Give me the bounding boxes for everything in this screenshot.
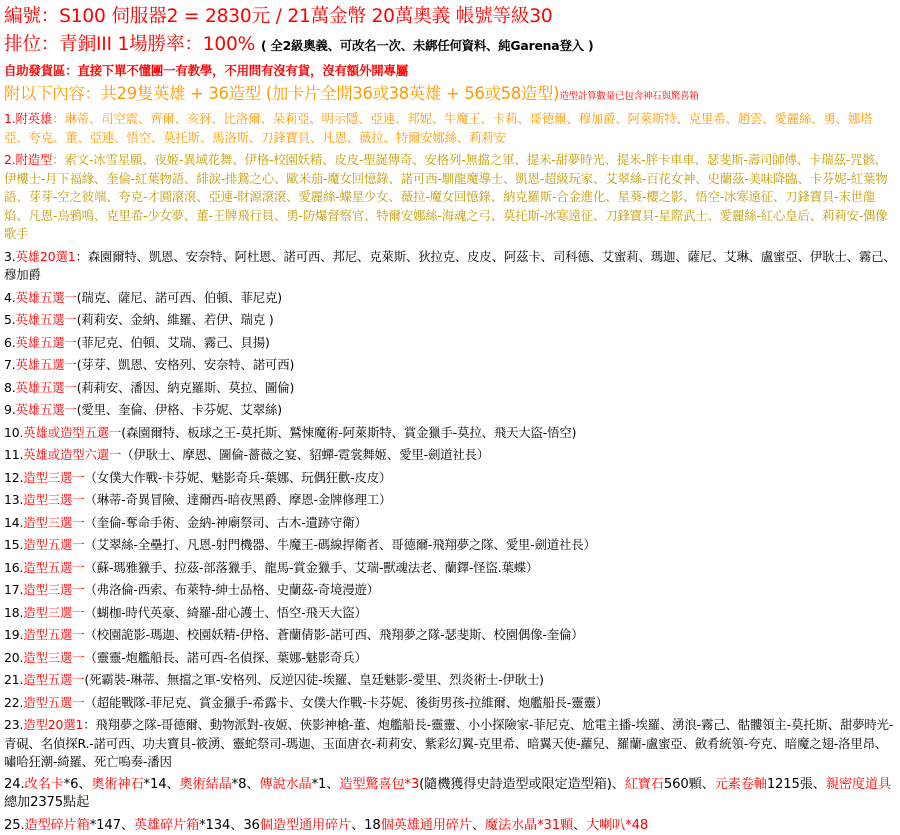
arcana-stone-qty: *14、 (144, 777, 180, 792)
item-text: （蝴枷-時代英豪、綺羅-甜心護士、悟空-飛天大盜） (84, 605, 366, 620)
item-number: 6. (4, 335, 16, 350)
item-text: (死霸裝-琳蒂、無擋之軍-安格列、反逆囚徒-埃羅、皇廷魅影-愛里、烈炎術士-伊耿士) (84, 672, 543, 687)
skin-fragment-box-label: 造型碎片箱 (25, 818, 90, 833)
list-item (4, 151, 896, 244)
separator: 、 (472, 818, 485, 833)
item-number: 4. (4, 290, 16, 305)
skin-fragment-box-qty: *147、 (90, 818, 134, 833)
list-item (4, 334, 896, 353)
item-text: (愛里、奎倫、伊格、卡芬妮、艾翠絲) (77, 402, 282, 417)
item-number: 16. (4, 560, 23, 575)
list-item (4, 581, 896, 600)
rename-card-label: 改名卡 (25, 777, 64, 792)
arcana-stone-label: 奧術神石 (91, 777, 143, 792)
item-text: （琳蒂-奇異冒險、達爾西-暗夜黑爵、摩恩-金牌修理工） (84, 492, 391, 507)
ruby-label: 紅寶石 (625, 777, 664, 792)
element-scroll-qty: 1215張、 (767, 777, 826, 792)
surprise-note: (隨機獲得史詩造型或限定造型箱)、 (419, 777, 625, 792)
item-number: 5. (4, 312, 16, 327)
list-item (4, 694, 896, 713)
item-number: 8. (4, 380, 16, 395)
list-item (4, 248, 896, 285)
item-number: 24. (4, 777, 25, 792)
item-text: （超能戰隊-菲尼克、賞金獵手-希露卡、女僕大作戰-卡芬妮、後街男孩-拉維爾、炮艦船長-靈靈） (84, 695, 607, 710)
item-number: 2. (4, 152, 16, 167)
list-item (4, 716, 896, 772)
item-text: (芽芽、凱恩、安格列、安奈特、諾可西) (77, 357, 294, 372)
item-label: 造型五選一 (23, 672, 84, 687)
item-text: (瑞克、薩尼、諾可西、伯頓、菲尼克) (77, 290, 282, 305)
item-label: 造型三選一 (23, 492, 84, 507)
arcana-crystal-qty: *8、 (232, 777, 260, 792)
item-number: 14. (4, 515, 23, 530)
item-text: （伊耿士、摩恩、圖倫-薔薇之宴、貂蟬-霓裳舞姬、愛里-劍道社長） (121, 447, 489, 462)
rank-line (4, 32, 896, 59)
item-number: 17. (4, 582, 23, 597)
arcana-crystal-label: 奧術結晶 (180, 777, 232, 792)
skin-surprise-qty: *3 (404, 777, 419, 792)
rank-winrate: 排位：青銅III 1場勝率：100% (4, 34, 255, 55)
item-label: 英雄五選一 (16, 380, 77, 395)
item-text: （校園詭影-瑪迦、校園妖精-伊格、蒼蘭倩影-諾可西、飛翔夢之隊-瑟斐斯、校園偶像-奎倫） (84, 627, 583, 642)
item-number: 11. (4, 447, 23, 462)
intimacy-item-label: 親密度道具 (826, 777, 891, 792)
item-label: 造型五選一 (23, 627, 84, 642)
item-number: 21. (4, 672, 23, 687)
item-text: (森園爾特、板球之王-莫托斯、鷲悚魔術-阿萊斯特、賞金獵手-莫拉、飛天大盜-悟空) (121, 425, 576, 440)
hero-shard-count: 18 (364, 818, 380, 833)
item-number: 18. (4, 605, 23, 620)
item-text: （靈靈-炮艦船長、諾可西-名偵探、葉娜-魅影奇兵） (84, 650, 366, 665)
item-label: 造型五選一 (23, 695, 84, 710)
list-item (4, 536, 896, 555)
item-text: (菲尼克、伯頓、艾瑞、霧己、貝揚) (77, 335, 270, 350)
item-label: 附造型 (16, 152, 53, 167)
item-number: 9. (4, 402, 16, 417)
separator: 、 (351, 818, 364, 833)
list-item (4, 514, 896, 533)
list-item (4, 110, 896, 147)
contents-summary-main: 附以下內容：共29隻英雄 + 36造型 (加卡片全開36或38英雄 + 56或58造型) (4, 84, 559, 103)
magic-crystal-label: 魔法水晶 (485, 818, 537, 833)
list-item (4, 401, 896, 420)
megaphone-label: 大喇叭 (586, 818, 625, 833)
item-text: (莉莉安、金納、維羅、若伊、瑞克 ) (77, 312, 274, 327)
item-label: 英雄或造型六選一 (23, 447, 121, 462)
item-label: 造型三選一 (23, 650, 84, 665)
list-item (4, 356, 896, 375)
skin-surprise-label: 造型驚喜包 (339, 777, 404, 792)
item-number: 3. (4, 249, 16, 264)
item-label: 英雄五選一 (16, 357, 77, 372)
legend-crystal-label: 傳說水晶 (259, 777, 311, 792)
item-number: 7. (4, 357, 16, 372)
item-number: 25. (4, 818, 25, 833)
item-label: 造型三選一 (23, 515, 84, 530)
hero-shard-label: 個英雄通用碎片 (381, 818, 472, 833)
list-item (4, 559, 896, 578)
list-item-fragments (4, 817, 896, 835)
item-text: （蘇-瑪雅獵手、拉茲-部落獵手、龍馬-賞金獵手、艾瑞-獸魂法老、蘭鐸-怪盜.葉蝶） (84, 560, 538, 575)
item-label: 英雄五選一 (16, 402, 77, 417)
item-number: 12. (4, 470, 23, 485)
list-item (4, 379, 896, 398)
item-number: 23. (4, 717, 23, 732)
list-item (4, 289, 896, 308)
skin-shard-count: 36 (243, 818, 259, 833)
list-item (4, 491, 896, 510)
list-item (4, 446, 896, 465)
item-number: 15. (4, 537, 23, 552)
list-item (4, 626, 896, 645)
list-item (4, 604, 896, 623)
item-text: ：索文-冰雪星願、夜姬-異域花舞、伊格-校園妖精、皮皮-聖誕傳奇、安格列-無擋之軍、提米-甜夢時光、提米-胖卡車車、瑟斐斯-壽司師傅、卡瑞茲-咒骸、伊樓士-月下福緣、奎倫-紅葉物語、緋淚-排鴛之心、歐米茄-魔女回憶錄、諾可西-馴龍魔導士、凱恩-超級玩家、艾翠絲-百花女神、史蘭茲-美味降臨、卡芬妮-紅葉物語、芽芽-空之彼端、夸克-才圓滾滾、亞連-財源滾滾、愛麗絲-蝶星少女、薇拉-魔女回憶錄、納克羅斯-合金進化、星葵-櫻之影、悟空-冰寒遠征、刀鋒寶貝-末世龍焰、凡恩-烏鴉鳴、克里希-少女夢、董-王牌飛行員、勇-防爆督察官、特爾安娜絲-海魂之弓、莫托斯-冰寒遠征、刀鋒寶貝-星際武士、愛麗絲-紅心皇后、莉莉安-偶像歌手 (4, 152, 888, 241)
element-scroll-label: 元素卷軸 (715, 777, 767, 792)
list-item (4, 649, 896, 668)
megaphone-qty: *48 (625, 818, 648, 833)
contents-summary-note: 造型計算數量已包含神石與驚喜箱 (559, 91, 698, 102)
list-item (4, 311, 896, 330)
item-label: 造型三選一 (23, 605, 84, 620)
ruby-qty: 560顆、 (664, 777, 715, 792)
item-label: 英雄五選一 (16, 335, 77, 350)
item-label: 造型三選一 (23, 470, 84, 485)
item-number: 20. (4, 650, 23, 665)
item-text: （奎倫-奪命手術、金納-神廟祭司、古木-遺跡守衛） (84, 515, 366, 530)
item-number: 19. (4, 627, 23, 642)
magic-crystal-qty: *31顆 (537, 818, 573, 833)
item-text: ：琳蒂、司空震、齊爾、亥犽、比洛爾、朵莉亞、明示隱、亞連、邦妮、牛魔王、卡莉、哥德爾、穆加爵、阿萊斯特、克里希、趙雲、愛麗絲、勇、娜塔亞、夸克、董、亞連、悟空、莫托斯、馬洛斯、刀鋒寶貝、凡恩、薇拉、特爾安娜絲、莉莉安 (4, 111, 872, 145)
item-number: 13. (4, 492, 23, 507)
item-label: 英雄五選一 (16, 312, 77, 327)
list-item-extras (4, 776, 896, 813)
item-number: 22. (4, 695, 23, 710)
item-label: 英雄或造型五選一 (23, 425, 121, 440)
item-label: 造型三選一 (23, 582, 84, 597)
item-label: 造型20選1 (23, 717, 83, 732)
item-label: 英雄五選一 (16, 290, 77, 305)
skin-shard-label: 個造型通用碎片 (260, 818, 351, 833)
account-notes: ( 全2級奧義、可改名一次、未綁任何資料、純Garena登入 ) (261, 38, 594, 53)
rename-card-qty: *6、 (64, 777, 92, 792)
item-label: 英雄20選1 (16, 249, 76, 264)
item-number: 1. (4, 111, 16, 126)
self-delivery-warning: 自助發貨區：直接下單不懂團一有教學，不用問有沒有貨，沒有額外開專屬 (4, 62, 896, 80)
separator: 、 (573, 818, 586, 833)
item-text: （艾翠絲-全壘打、凡恩-射門機器、牛魔王-碼線捍衛者、哥德爾-飛翔夢之隊、愛里-劍道社長） (84, 537, 595, 552)
listing-title: 編號：S100 伺服器2 = 2830元 / 21萬金幣 20萬奧義 帳號等級30 (4, 4, 896, 30)
list-item (4, 671, 896, 690)
item-label: 附英雄 (16, 111, 53, 126)
item-text: （弗洛倫-西索、布萊特-紳士品格、史蘭茲-奇境漫遊） (84, 582, 379, 597)
item-text: (莉莉安、潘因、納克羅斯、莫拉、圖倫) (77, 380, 294, 395)
item-number: 10. (4, 425, 23, 440)
hero-fragment-box-label: 英雄碎片箱 (134, 818, 199, 833)
item-text: ：森園爾特、凱恩、安奈特、阿杜恩、諾可西、邦尼、克萊斯、狄拉克、皮皮、阿茲卡、司科德、艾蜜莉、瑪迦、薩尼、艾琳、盧蜜亞、伊耿士、霧己、穆加爵 (4, 249, 896, 283)
contents-summary (4, 83, 896, 108)
hero-fragment-box-qty: *134、 (199, 818, 243, 833)
item-label: 造型五選一 (23, 537, 84, 552)
item-text: ：飛翔夢之隊-哥德爾、動物派對-夜姬、俠影神槍-董、炮艦船長-靈靈、小小探險家-菲尼克、尬電主播-埃羅、湧浪-霧己、骷髏領主-莫托斯、甜夢時光-青硯、名偵探R.-諾可西、功夫寶貝-筱湧、靈蛇祭司-瑪迦、玉面唐衣-莉莉安、紫彩幻翼-克里希、暗翼天使-蘿兒、羅蘭-盧蜜亞、斂肴統領-夸克、暗魔之翅-洛里昂、嘯哈狂潮-綺羅、死亡嗚奏-潘因 (4, 717, 893, 769)
legend-crystal-qty: *1、 (312, 777, 340, 792)
list-item (4, 469, 896, 488)
item-text: （女僕大作戰-卡芬妮、魅影奇兵-葉娜、玩偶狂歡-皮皮） (84, 470, 391, 485)
list-item (4, 424, 896, 443)
item-label: 造型五選一 (23, 560, 84, 575)
intimacy-item-qty: 總加2375點起 (4, 795, 89, 810)
